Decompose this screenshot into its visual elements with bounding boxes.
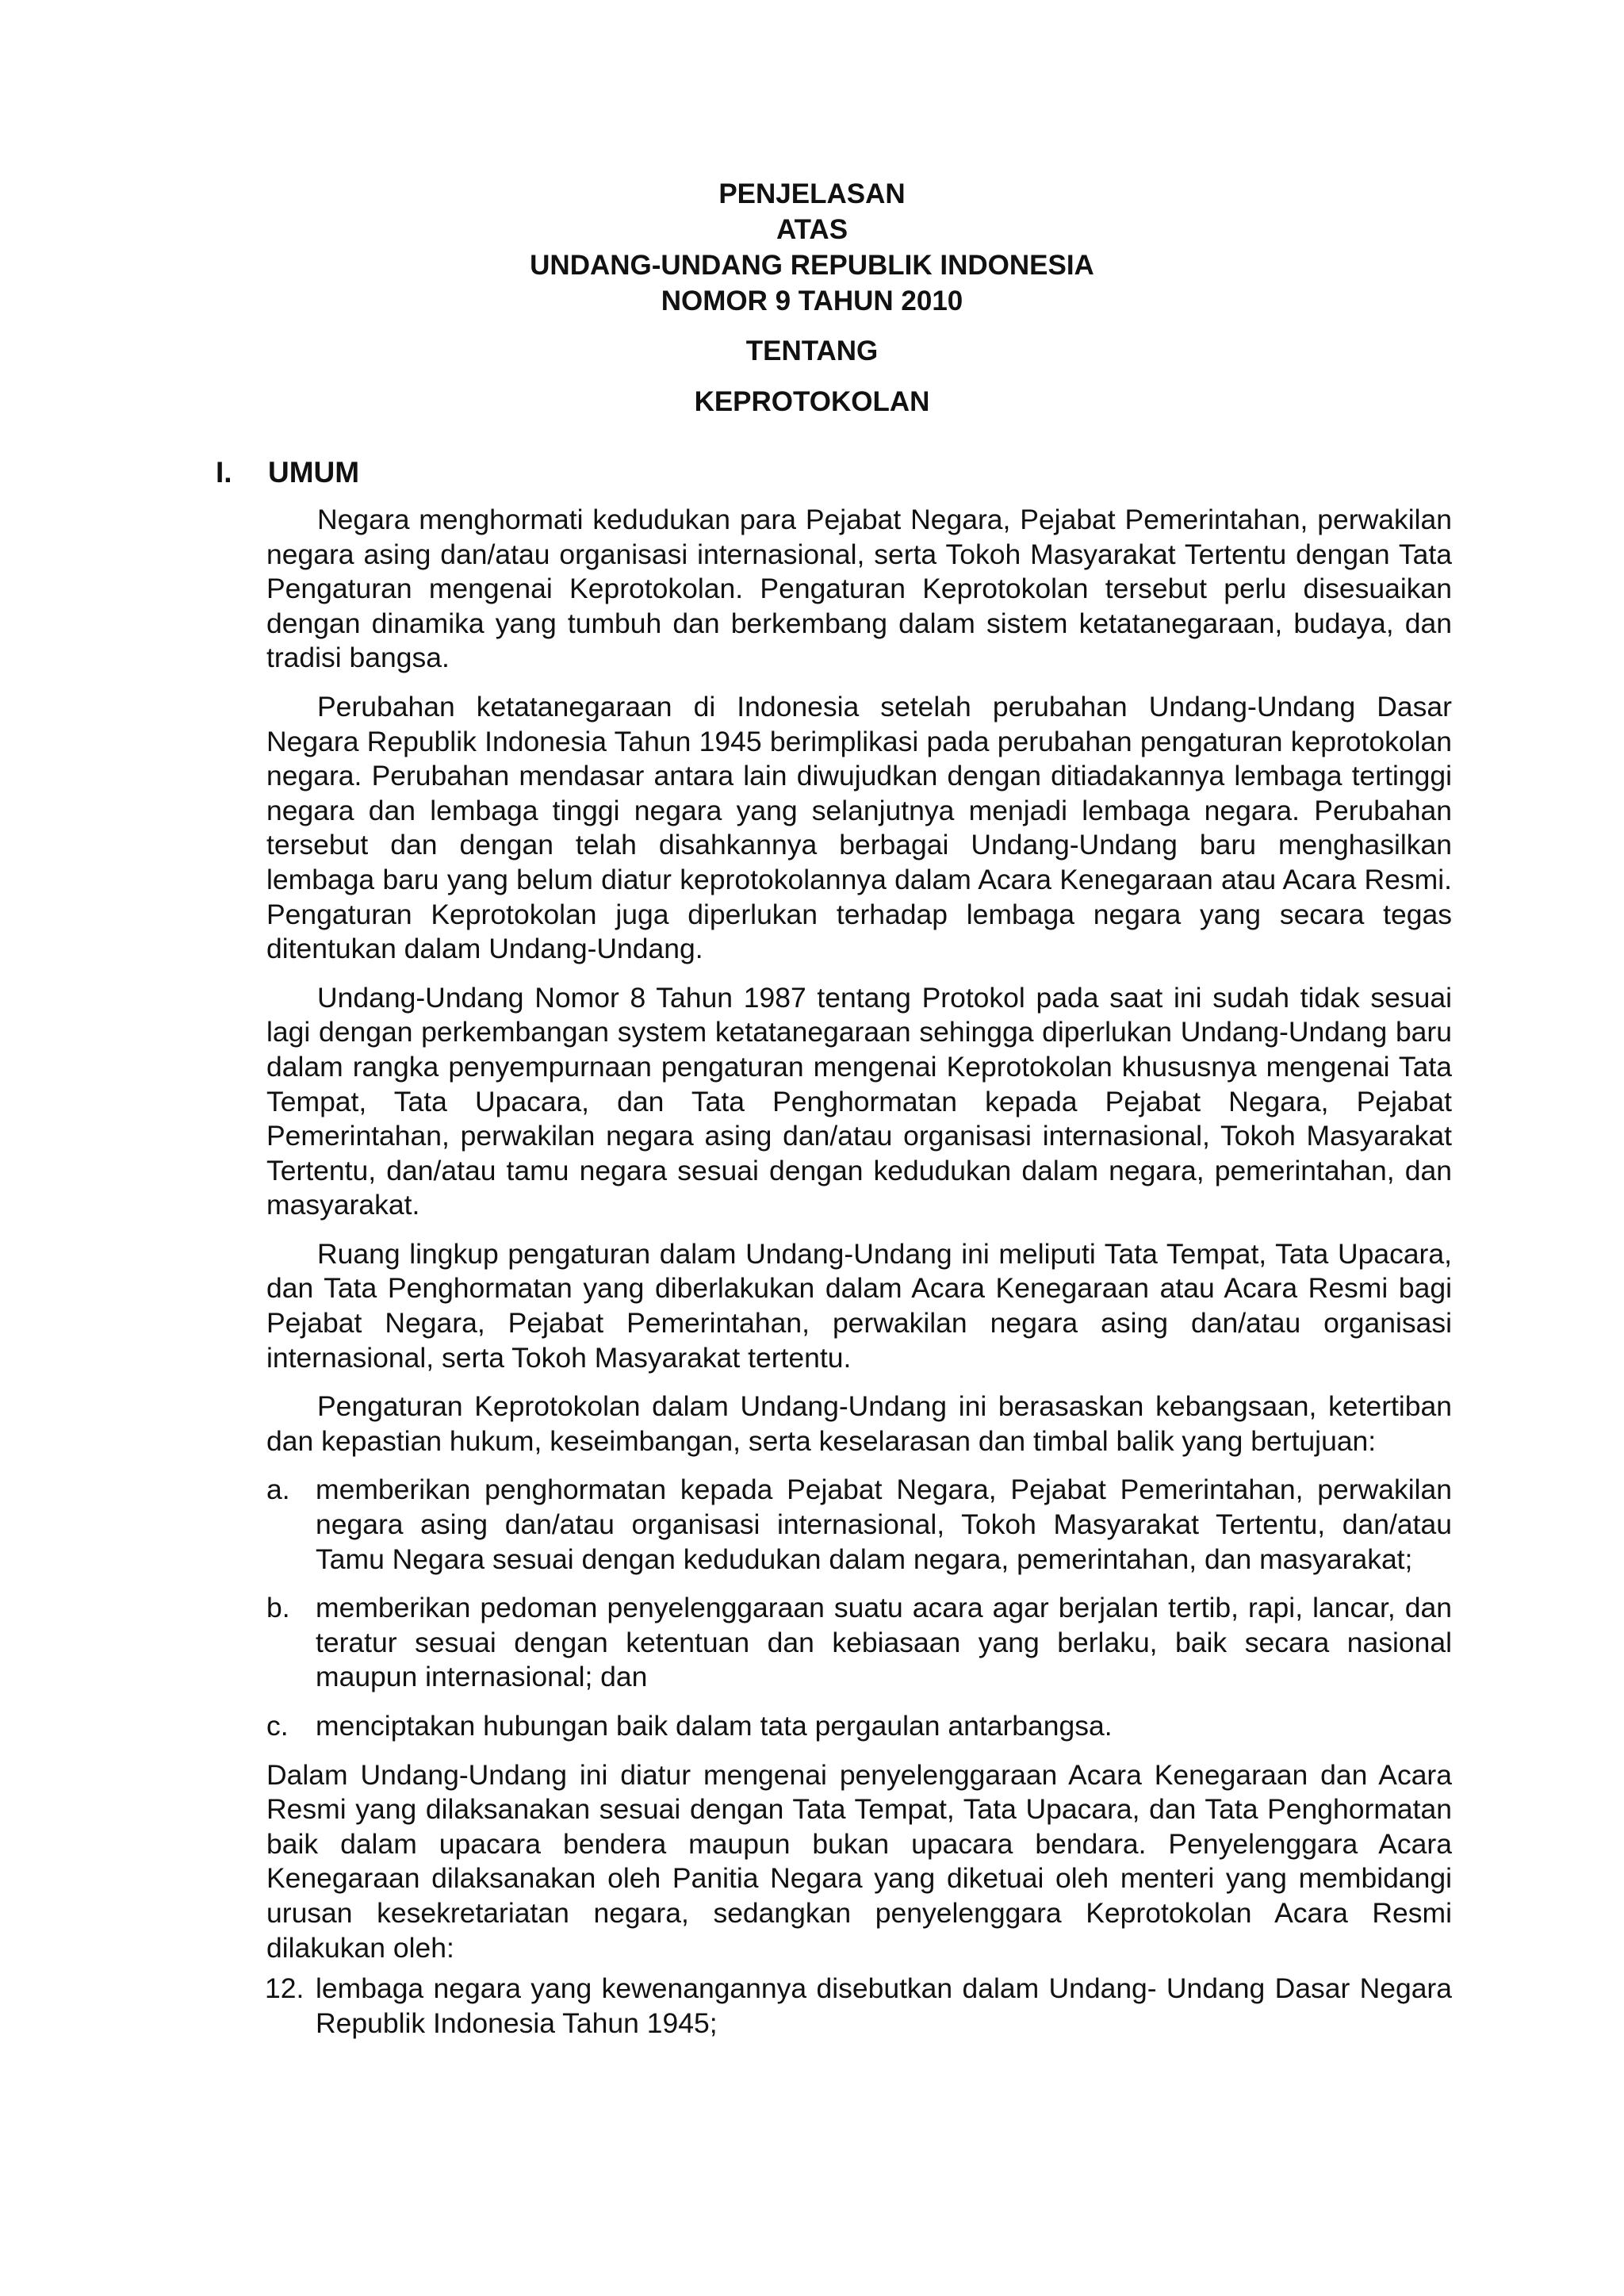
document-title [0,176,1624,319]
list-item [266,1591,1452,1695]
organizer-list [266,1972,1452,2041]
paragraph: Pengaturan Keprotokolan dalam Undang-Undang ini berasaskan kebangsaan, ketertiban dan kepastian hukum, keseimbangan, serta keselarasan dan timbal balik yang bertujuan: [266,1390,1452,1457]
title-tentang: TENTANG [745,335,879,366]
paragraph: Ruang lingkup pengaturan dalam Undang-Undang ini meliputi Tata Tempat, Tata Upacara, dan Tata Penghormatan yang diberlakukan dalam Acara Kenegaraan atau Acara Resmi bagi Pejabat Negara, Pejabat Pemerintahan, perwakilan negara asing dan/atau organisasi internasional, serta Tokoh Masyarakat tertentu. [266,1237,1452,1374]
title-line-atas: ATAS [776,214,848,245]
paragraph: Perubahan ketatanegaraan di Indonesia setelah perubahan Undang-Undang Dasar Negara Republik Indonesia Tahun 1945 berimplikasi pada perubahan pengaturan keprotokolan negara. Perubahan mendasar antara lain diwujudkan dengan ditiadakannya lembaga tertinggi negara dan lembaga tinggi negara yang selanjutnya menjadi lembaga negara. Perubahan tersebut dan dengan telah disahkannya berbagai Undang-Undang baru menghasilkan lembaga baru yang belum diatur keprotokolannya dalam Acara Kenegaraan atau Acara Resmi. Pengaturan Keprotokolan juga diperlukan terhadap lembaga negara yang secara tegas ditentukan dalam Undang-Undang. [266,690,1452,965]
title-subject: KEPROTOKOLAN [694,386,930,417]
list-marker: a. [266,1474,290,1506]
section-number: I. [216,456,232,489]
list-item-text: lembaga negara yang kewenangannya disebutkan dalam Undang- Undang Dasar Negara Republik Indonesia Tahun 1945; [316,1972,1452,2039]
title-line-law-name: UNDANG-UNDANG REPUBLIK INDONESIA [530,250,1094,281]
closing-paragraph: Dalam Undang-Undang ini diatur mengenai penyelenggaraan Acara Kenegaraan dan Acara Resmi yang dilaksanakan sesuai dengan Tata Tempat, Tata Upacara, dan Tata Penghormatan baik dalam upacara bendera maupun bukan upacara bendara. Penyelenggara Acara Kenegaraan dilaksanakan oleh Panitia Negara yang diketuai oleh menteri yang membidangi urusan kesekretariatan negara, sedangkan penyelenggara Keprotokolan Acara Resmi dilakukan oleh: [266,1758,1452,1964]
paragraph: Undang-Undang Nomor 8 Tahun 1987 tentang Protokol pada saat ini sudah tidak sesuai lagi dengan perkembangan system ketatanegaraan sehingga diperlukan Undang-Undang baru dalam rangka penyempurnaan pengaturan mengenai Keprotokolan khususnya mengenai Tata Tempat, Tata Upacara, dan Tata Penghormatan kepada Pejabat Negara, Pejabat Pemerintahan, perwakilan negara asing dan/atau organisasi internasional, Tokoh Masyarakat Tertentu, dan/atau tamu negara sesuai dengan kedudukan dalam negara, pemerintahan, dan masyarakat. [266,981,1452,1221]
title-line-penjelasan: PENJELASAN [718,178,906,209]
list-marker: c. [266,1710,289,1742]
title-line-law-number: NOMOR 9 TAHUN 2010 [661,286,963,316]
section-heading [216,455,359,490]
section-title: UMUM [268,456,360,489]
list-item [266,1972,1452,2041]
purpose-list [266,1473,1452,1743]
list-item [266,1709,1452,1744]
paragraph: Negara menghormati kedudukan para Pejabat Negara, Pejabat Pemerintahan, perwakilan negara asing dan/atau organisasi internasional, serta Tokoh Masyarakat Tertentu dengan Tata Pengaturan mengenai Keprotokolan. Pengaturan Keprotokolan tersebut perlu disesuaikan dengan dinamika yang tumbuh dan berkembang dalam sistem ketatanegaraan, budaya, dan tradisi bangsa. [266,504,1452,674]
list-item-text: memberikan pedoman penyelenggaraan suatu acara agar berjalan tertib, rapi, lancar, dan teratur sesuai dengan ketentuan dan kebiasaan yang berlaku, baik secara nasional maupun internasional; dan [316,1592,1452,1693]
list-item-text: memberikan penghormatan kepada Pejabat Negara, Pejabat Pemerintahan, perwakilan negara asing dan/atau organisasi internasional, Tokoh Masyarakat Tertentu, dan/atau Tamu Negara sesuai dengan kedudukan dalam negara, pemerintahan, dan masyarakat; [316,1474,1452,1575]
list-item [266,1473,1452,1577]
list-item-text: menciptakan hubungan baik dalam tata pergaulan antarbangsa. [316,1710,1113,1742]
list-marker: 12. [265,1972,304,2005]
list-marker: b. [266,1592,290,1624]
section-body [266,503,1452,2041]
